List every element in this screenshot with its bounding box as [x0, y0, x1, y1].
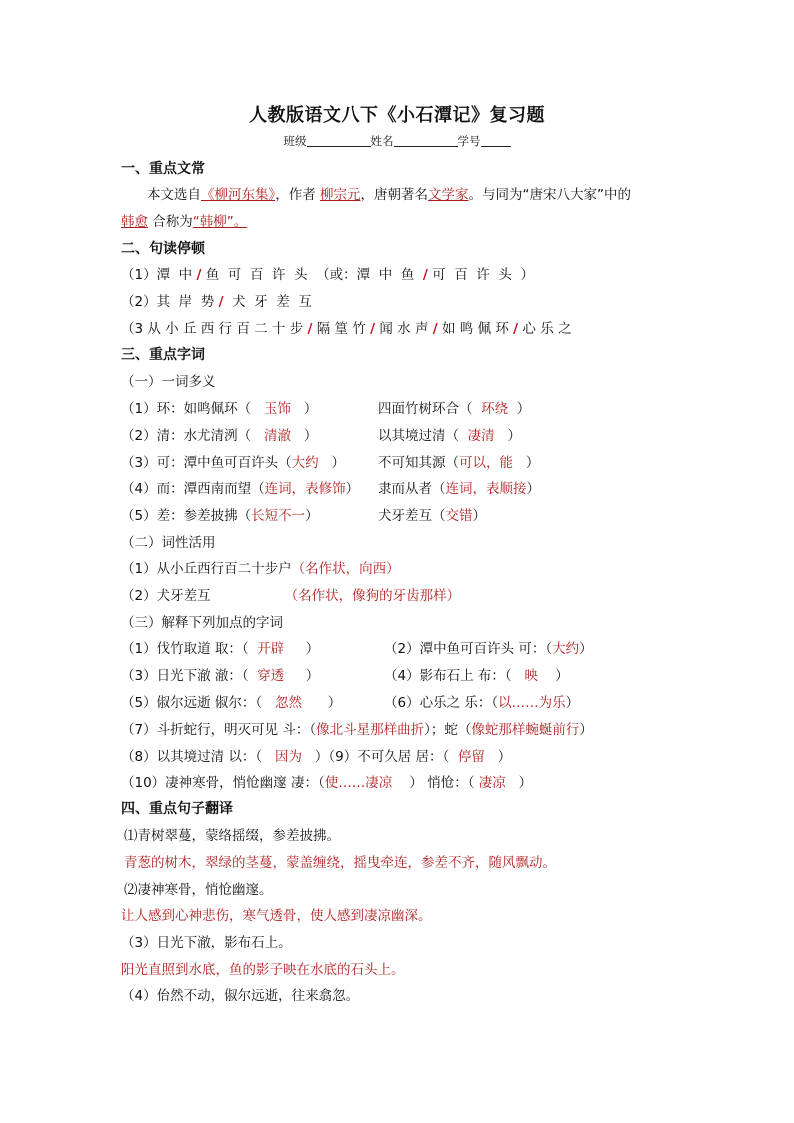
- subsection-part-of-speech: （二）词性活用: [121, 535, 216, 551]
- pos-row-1: （1）从小丘西行百二十步户（名作状，向西）: [121, 561, 400, 577]
- explain-row-3a: （5）俶尔远逝 俶尔：（ 忽然 ）: [121, 695, 342, 711]
- polysemy-row-4b: 隶而从者（连词，表顺接）: [378, 481, 540, 497]
- number-blank[interactable]: [481, 134, 511, 147]
- peer-answer: 韩愈: [121, 214, 148, 230]
- author-answer: 柳宗元: [320, 187, 361, 203]
- explain-row-7: （7）斗折蛇行，明灭可见 斗：（像北斗星那样曲折）；蛇（像蛇那样蜿蜒前行）: [121, 722, 593, 738]
- explain-row-2a: （3）日光下澈 澈：（ 穿透 ）: [121, 668, 320, 684]
- polysemy-row-2b: 以其境过清（ 凄清 ）: [378, 428, 521, 444]
- student-info-line: [0, 133, 794, 149]
- polysemy-row-5a: （5）差：参差披拂（长短不一）: [121, 508, 319, 524]
- translation-question-1: ⑴青树翠蔓，蒙络摇缀，参差披拂。: [124, 828, 340, 844]
- explain-row-8: （8）以其境过清 以：（ 因为 ）（9）不可久居 居：（ 停留 ）: [121, 749, 512, 765]
- pause-line-3: （3 从 小 丘 西 行 百 二 十 步 / 隔 篁 竹 / 闻 水 声 / 如 鸣 佩 环 / 心 乐 之: [121, 321, 572, 337]
- nickname-answer: “韩柳”。: [192, 214, 248, 230]
- translation-question-3: （3）日光下澈，影布石上。: [121, 935, 292, 951]
- name-blank[interactable]: [394, 134, 458, 147]
- section-heading-2: 二、句读停顿: [121, 241, 205, 257]
- polysemy-row-3a: （3）可：潭中鱼可百许头（大约 ）: [121, 455, 345, 471]
- number-label: 学号: [457, 134, 481, 148]
- translation-answer-2: 让人感到心神悲伤，寒气透骨，使人感到凄凉幽深。: [121, 908, 432, 924]
- explain-row-1b: （2）潭中鱼可百许头 可：（大约）: [384, 641, 593, 657]
- explain-row-2b: （4）影布石上 布：（ 映 ）: [384, 668, 569, 684]
- translation-answer-1: 青葱的树木，翠绿的茎蔓，蒙盖缠绕，摇曳牵连，参差不齐，随风飘动。: [124, 855, 556, 871]
- pause-line-2: （2）其 岸 势 / 犬 牙 差 互: [121, 294, 312, 310]
- section-heading-1: 一、重点文常: [121, 161, 205, 177]
- polysemy-row-4a: （4）而：潭西南而望（连词，表修饰）: [121, 481, 360, 497]
- polysemy-row-2a: （2）清：水尤清洌（ 清澈 ）: [121, 428, 318, 444]
- translation-question-2: ⑵凄神寒骨，悄怆幽邃。: [124, 882, 273, 898]
- section-heading-4: 四、重点句子翻译: [121, 801, 233, 817]
- translation-answer-3: 阳光直照到水底，鱼的影子映在水底的石头上。: [121, 962, 405, 978]
- pos-row-2: （2）犬牙差互 （名作状，像狗的牙齿那样）: [121, 588, 461, 604]
- polysemy-row-1a: （1）环：如鸣佩环（ 玉饰 ）: [121, 401, 318, 417]
- translation-question-4: （4）佁然不动，俶尔远逝，往来翕忽。: [121, 988, 360, 1004]
- class-blank[interactable]: [307, 134, 371, 147]
- literature-paragraph-line1: 本文选自《柳河东集》，作者 柳宗元，唐朝著名文学家。与同为“唐宋八大家”中的: [147, 187, 632, 203]
- book-answer: 《柳河东集》: [201, 187, 276, 203]
- explain-row-10: （10）凄神寒骨，悄怆幽邃 凄：（使……凄凉 ） 悄怆：（ 凄凉 ）: [121, 775, 533, 791]
- literature-paragraph-line2: 韩愈 合称为“韩柳”。: [121, 214, 248, 230]
- name-label: 姓名: [370, 134, 394, 148]
- subsection-polysemy: （一）一词多义: [121, 374, 216, 390]
- polysemy-row-5b: 犬牙差互（交错）: [378, 508, 486, 524]
- explain-row-1a: （1）伐竹取道 取：（ 开辟 ）: [121, 641, 320, 657]
- explain-row-3b: （6）心乐之 乐：（以……为乐）: [384, 695, 580, 711]
- page-title: 人教版语文八下《小石潭记》复习题: [249, 105, 545, 126]
- subsection-explain-words: （三）解释下列加点的字词: [121, 615, 283, 631]
- polysemy-row-1b: 四面竹树环合（ 环绕 ）: [378, 401, 531, 417]
- polysemy-row-3b: 不可知其源（可以，能 ）: [378, 455, 540, 471]
- class-label: 班级: [283, 134, 307, 148]
- role-answer: 文学家: [428, 187, 469, 203]
- section-heading-3: 三、重点字词: [121, 347, 205, 363]
- pause-line-1: （1）潭 中 / 鱼 可 百 许 头 （或：潭 中 鱼 / 可 百 许 头 ）: [121, 267, 534, 283]
